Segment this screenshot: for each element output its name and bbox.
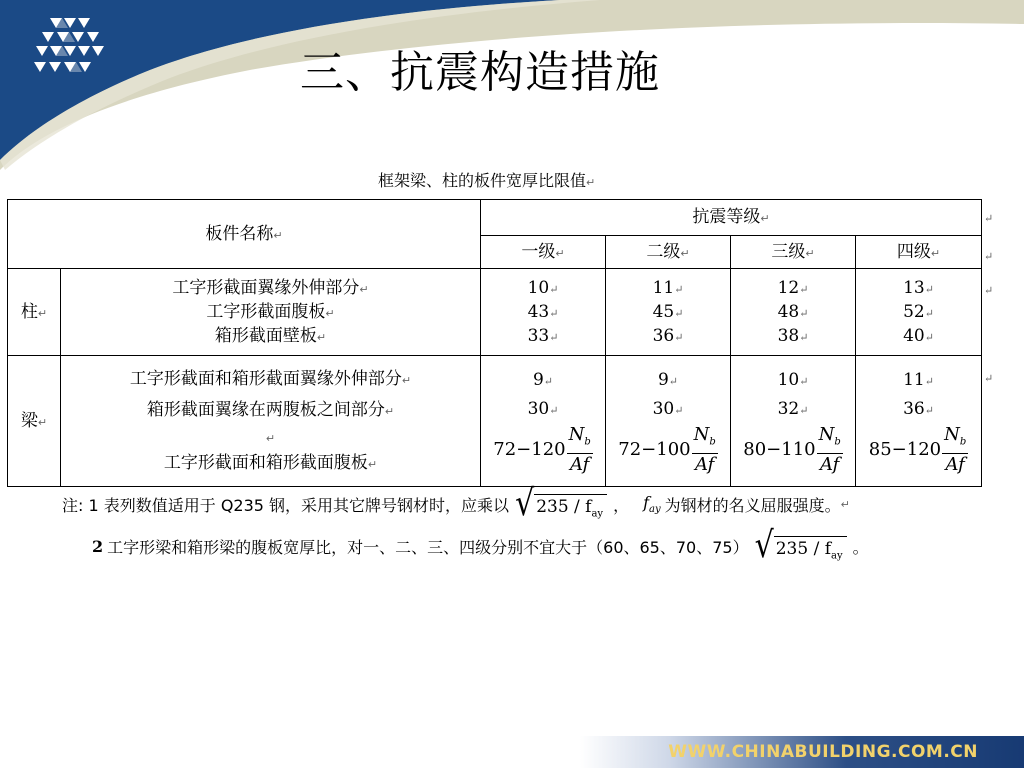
note-2-end: 。 — [852, 537, 869, 557]
note-2-number: 2 — [92, 536, 104, 556]
column-values-level-2: 11↵ 45↵ 36↵ — [606, 269, 731, 356]
sqrt-formula: √ $235 / f_{ay}$ — [515, 489, 607, 519]
column-item: 工字形截面腹板↵ — [206, 302, 335, 322]
beam-item: 工字形截面和箱形截面翼缘外伸部分↵ — [129, 369, 412, 389]
footer-site-link[interactable]: WWW.CHINABUILDING.COM.CN — [668, 742, 978, 762]
column-item: 箱形截面壁板↵ — [214, 326, 327, 346]
column-item: 工字形截面翼缘外伸部分↵ — [172, 278, 369, 298]
beam-values-level-2: 9↵ 30↵ 72−100 $N_b$ Af — [606, 356, 731, 487]
web-formula: 80−110 $N_b$ Af — [743, 423, 841, 476]
note-2 — [92, 524, 869, 567]
f-ay-symbol: $f_{ay}$ — [643, 492, 661, 516]
column-values-level-1: 10↵ 43↵ 33↵ — [481, 269, 606, 356]
table-caption-text: 框架梁、柱的板件宽厚比限值 — [378, 171, 587, 190]
table-caption — [378, 168, 595, 191]
column-values-level-4: 13↵ 52↵ 40↵ — [856, 269, 982, 356]
web-formula: 85−120 $N_b$ Af — [868, 423, 967, 476]
header-level-4: 四级↵ — [856, 236, 982, 269]
beam-values-level-4: 11↵ 36↵ 85−120 $N_b$ Af — [856, 356, 982, 487]
footer-bar — [580, 736, 1024, 768]
beam-items-cell — [61, 356, 481, 487]
header-level-3: 三级↵ — [731, 236, 856, 269]
row-end-mark: ↵ — [984, 250, 994, 263]
column-values-level-3: 12↵ 48↵ 38↵ — [731, 269, 856, 356]
header-level-1: 一级↵ — [481, 236, 606, 269]
column-items-cell — [61, 269, 481, 356]
note-1-end: 为钢材的名义屈服强度。 — [664, 495, 841, 515]
beam-item: 工字形截面和箱形截面腹板↵ — [163, 453, 378, 473]
web-formula: 72−100 $N_b$ Af — [618, 423, 716, 476]
note-1: 注: 1 表列数值适用于 Q235 钢，采用其它牌号钢材时，应乘以 √ $235 / f_{ay}$ ， $f_{ay}$ 为钢材的名义屈服强度。 ↵ — [62, 482, 850, 525]
note-2-text: 工字形梁和箱形梁的腹板宽厚比，对一、二、三、四级分别不宜大于（60、65、70、75） — [107, 537, 749, 557]
beam-values-level-1: 9↵ 30↵ 72−120 $N_b$ Af — [481, 356, 606, 487]
company-logo — [22, 14, 104, 86]
note-1-comma: ， — [613, 495, 630, 515]
row-label-beam: 梁↵ — [8, 356, 61, 487]
beam-item: 箱形截面翼缘在两腹板之间部分↵ — [146, 400, 395, 420]
header-plate-name: 板件名称↵ — [8, 200, 481, 269]
web-formula: 72−120 $N_b$ Af — [493, 423, 591, 476]
header-level-2: 二级↵ — [606, 236, 731, 269]
row-end-mark: ↵ — [984, 284, 994, 297]
sqrt-formula: √ $235 / f_{ay}$ — [755, 531, 847, 561]
blank-line: ↵ — [265, 432, 276, 445]
row-end-mark: ↵ — [984, 212, 994, 225]
row-end-mark: ↵ — [984, 372, 994, 385]
paragraph-mark: ↵ — [586, 176, 596, 189]
header-seismic-grade: 抗震等级↵ — [481, 200, 982, 236]
slide-title: 三、抗震构造措施 — [300, 47, 660, 98]
beam-values-level-3: 10↵ 32↵ 80−110 $N_b$ Af — [731, 356, 856, 487]
note-1-text: 注: 1 表列数值适用于 Q235 钢，采用其它牌号钢材时，应乘以 — [62, 495, 510, 515]
width-thickness-table — [7, 199, 982, 487]
row-label-column: 柱↵ — [8, 269, 61, 356]
